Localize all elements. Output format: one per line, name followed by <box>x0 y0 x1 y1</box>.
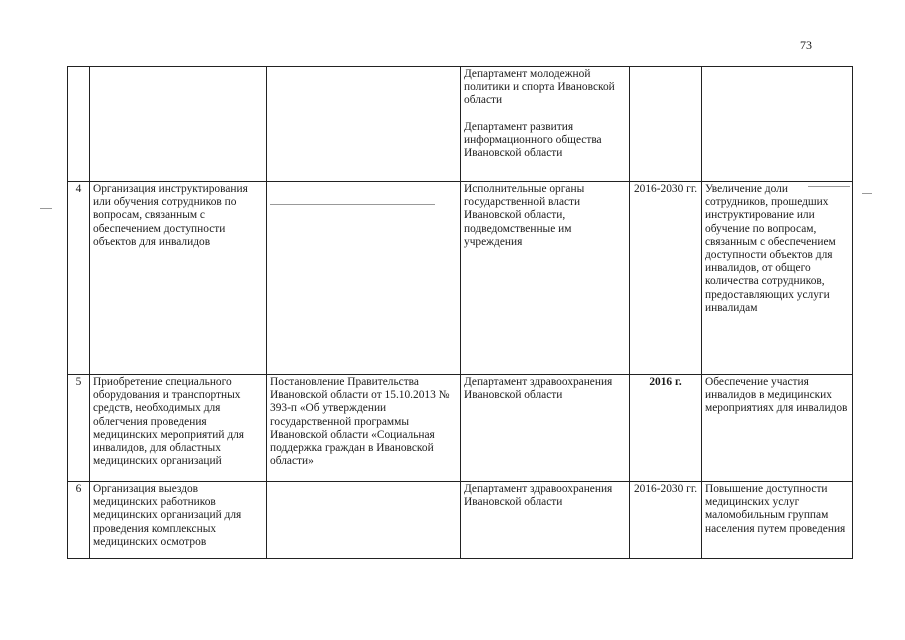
document-cell: Постановление Правительства Ивановской области от 15.10.2013 № 393-п «Об утверждении государственной программы Ивановской области «Социальная поддержка граждан в Ивановской области» <box>267 375 461 482</box>
document-cell <box>267 67 461 182</box>
row-number: 4 <box>68 182 90 375</box>
page-number: 73 <box>800 38 812 52</box>
term-cell: 2016 г. <box>630 375 702 482</box>
executor-text: Департамент здравоохранения Ивановской области <box>464 376 613 402</box>
executor-cell <box>461 375 630 482</box>
executor-text: Департамент молодежной политики и спорта Ивановской области <box>464 68 615 107</box>
result-cell: Повышение доступности медицинских услуг маломобильным группам населения путем проведения <box>702 482 853 559</box>
row-number: 5 <box>68 375 90 482</box>
activity-cell: Организация инструктирования или обучения сотрудников по вопросам, связанным с обеспечением доступности объектов для инвалидов <box>90 182 267 375</box>
table-row <box>68 482 853 559</box>
result-cell <box>702 67 853 182</box>
measures-table <box>67 66 853 559</box>
result-cell: Увеличение доли сотрудников, прошедших инструктирование или обучение по вопросам, связанным с обеспечением доступности объектов для инвалидов, от общего количества сотрудников, предоставляющих услуги инвалидам <box>702 182 853 375</box>
document-cell <box>267 182 461 375</box>
activity-cell: Организация выездов медицинских работников медицинских организаций для проведения комплексных медицинских осмотров <box>90 482 267 559</box>
executor-cell <box>461 67 630 182</box>
executor-cell <box>461 482 630 559</box>
result-cell: Обеспечение участия инвалидов в медицинских мероприятиях для инвалидов <box>702 375 853 482</box>
table-row <box>68 182 853 375</box>
activity-cell <box>90 67 267 182</box>
activity-cell: Приобретение специального оборудования и транспортных средств, необходимых для облегчения проведения медицинских мероприятий для инвалидов, для областных медицинских организаций <box>90 375 267 482</box>
term-cell: 2016-2030 гг. <box>630 482 702 559</box>
table-row <box>68 375 853 482</box>
table-row <box>68 67 853 182</box>
paragraph-gap <box>464 108 626 121</box>
executor-cell <box>461 182 630 375</box>
executor-text: Исполнительные органы государственной власти Ивановской области, подведомственные им учреждения <box>464 183 585 248</box>
term-cell <box>630 67 702 182</box>
row-number: 6 <box>68 482 90 559</box>
executor-text: Департамент развития информационного общества Ивановской области <box>464 120 602 160</box>
row-number <box>68 67 90 182</box>
scan-mark <box>862 193 872 194</box>
executor-text: Департамент здравоохранения Ивановской области <box>464 483 613 509</box>
document-cell <box>267 482 461 559</box>
term-cell: 2016-2030 гг. <box>630 182 702 375</box>
scan-mark <box>40 208 52 209</box>
